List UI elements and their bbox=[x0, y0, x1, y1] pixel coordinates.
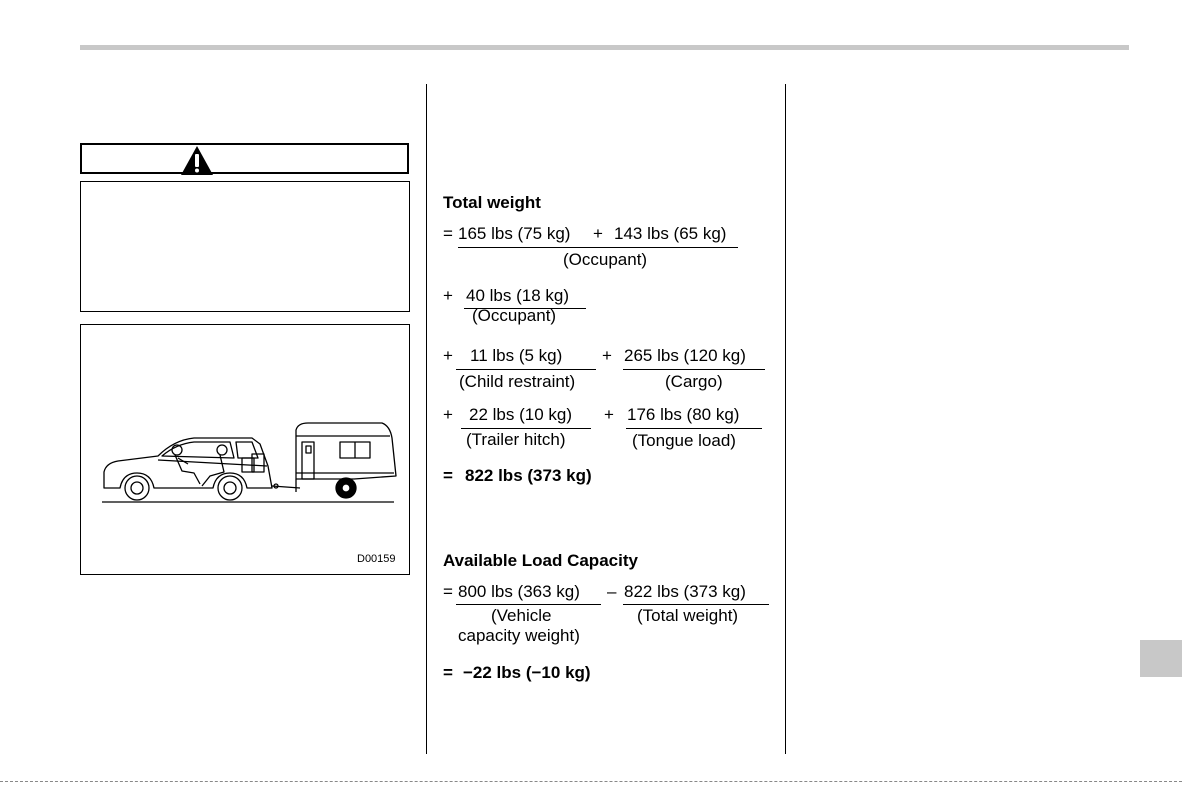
available-load-heading: Available Load Capacity bbox=[443, 551, 638, 570]
row1-value-a: 165 lbs (75 kg) bbox=[458, 224, 571, 243]
footer-rule bbox=[0, 781, 1182, 782]
column-divider-right bbox=[785, 84, 786, 754]
row2-value: 40 lbs (18 kg) bbox=[466, 286, 569, 305]
row3-value-a: 11 lbs (5 kg) bbox=[470, 346, 563, 365]
row3-label-b: (Cargo) bbox=[665, 372, 723, 391]
avail-result-equals: = bbox=[443, 663, 453, 682]
row3-value-b: 265 lbs (120 kg) bbox=[624, 346, 746, 365]
row4-underline-b bbox=[626, 428, 762, 429]
warning-triangle-icon bbox=[180, 145, 214, 176]
row4-value-b: 176 lbs (80 kg) bbox=[627, 405, 740, 424]
avail-label-a-line1: (Vehicle bbox=[491, 606, 552, 625]
total-weight-result: 822 lbs (373 kg) bbox=[465, 466, 592, 485]
total-equals: = bbox=[443, 466, 453, 485]
column-divider-left bbox=[426, 84, 427, 754]
section-tab bbox=[1140, 640, 1182, 677]
avail-minus: – bbox=[607, 582, 617, 601]
row3-label-a: (Child restraint) bbox=[459, 372, 576, 391]
row4-label-a: (Trailer hitch) bbox=[466, 430, 566, 449]
avail-value-b: 822 lbs (373 kg) bbox=[624, 582, 746, 601]
row1-value-b: 143 lbs (65 kg) bbox=[614, 224, 727, 243]
warning-header bbox=[80, 143, 409, 174]
avail-underline-a bbox=[456, 604, 601, 605]
row2-label: (Occupant) bbox=[472, 306, 557, 325]
row1-underline bbox=[458, 247, 738, 248]
row1-label: (Occupant) bbox=[563, 250, 648, 269]
avail-label-a-line2: capacity weight) bbox=[458, 626, 580, 645]
row3-underline-a bbox=[456, 369, 596, 370]
avail-equals: = bbox=[443, 582, 453, 601]
figure-code: D00159 bbox=[357, 553, 396, 565]
avail-underline-b bbox=[623, 604, 769, 605]
row1-equals: = bbox=[443, 224, 453, 243]
row1-plus: + bbox=[593, 224, 603, 243]
row4-plus-2: + bbox=[604, 405, 614, 424]
avail-value-a: 800 lbs (363 kg) bbox=[458, 582, 580, 601]
total-weight-heading: Total weight bbox=[443, 193, 541, 212]
row3-plus-2: + bbox=[602, 346, 612, 365]
row4-plus-1: + bbox=[443, 405, 453, 424]
warning-body bbox=[80, 181, 410, 312]
avail-label-b: (Total weight) bbox=[637, 606, 739, 625]
row4-value-a: 22 lbs (10 kg) bbox=[469, 405, 572, 424]
vehicle-trailer-illustration bbox=[82, 326, 408, 573]
header-rule bbox=[80, 45, 1129, 50]
row4-underline-a bbox=[461, 428, 591, 429]
row3-underline-b bbox=[623, 369, 765, 370]
row3-plus-1: + bbox=[443, 346, 453, 365]
available-load-result: −22 lbs (−10 kg) bbox=[463, 663, 591, 682]
figure-box bbox=[80, 324, 410, 575]
row2-plus: + bbox=[443, 286, 453, 305]
row4-label-b: (Tongue load) bbox=[632, 431, 736, 450]
